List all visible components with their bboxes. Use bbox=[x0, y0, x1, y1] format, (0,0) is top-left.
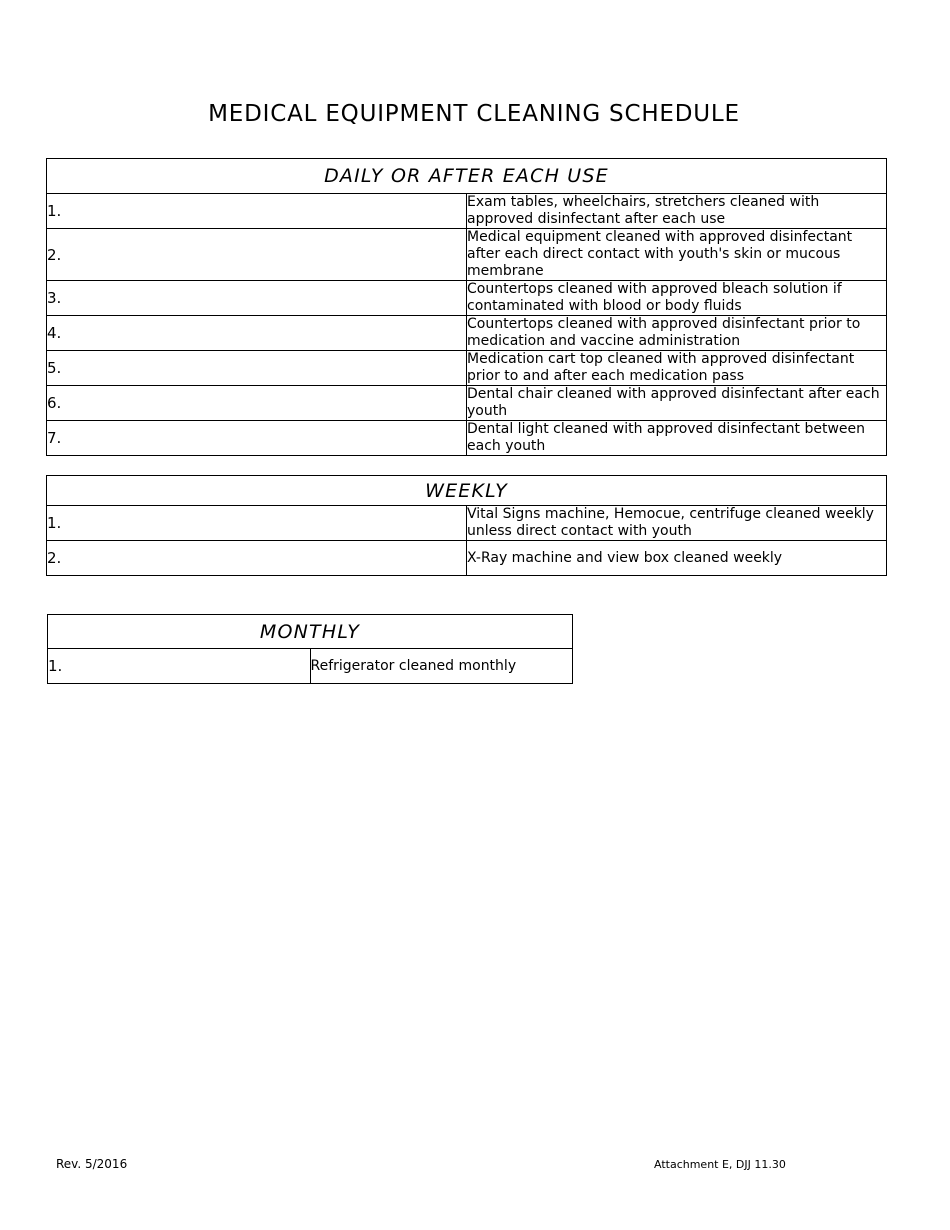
item-number: 7. bbox=[47, 421, 467, 456]
attachment-label: Attachment E, DJJ 11.30 bbox=[654, 1158, 786, 1171]
item-text: Dental chair cleaned with approved disinfectant after each youth bbox=[467, 386, 887, 421]
page-title: MEDICAL EQUIPMENT CLEANING SCHEDULE bbox=[208, 101, 740, 127]
item-text: Medication cart top cleaned with approved disinfectant prior to and after each medication pass bbox=[467, 351, 887, 386]
weekly-section-heading: WEEKLY bbox=[47, 476, 887, 506]
item-number: 6. bbox=[47, 386, 467, 421]
item-number: 1. bbox=[47, 506, 467, 541]
monthly-schedule-table bbox=[47, 614, 573, 684]
item-text: Medical equipment cleaned with approved disinfectant after each direct contact with youth's skin or mucous membrane bbox=[467, 229, 887, 281]
item-number: 2. bbox=[47, 229, 467, 281]
table-row bbox=[47, 421, 887, 456]
table-row bbox=[47, 316, 887, 351]
table-row bbox=[47, 229, 887, 281]
item-text: Countertops cleaned with approved disinfectant prior to medication and vaccine administration bbox=[467, 316, 887, 351]
item-number: 5. bbox=[47, 351, 467, 386]
table-row bbox=[47, 541, 887, 576]
table-row bbox=[48, 649, 573, 684]
item-text: X-Ray machine and view box cleaned weekly bbox=[467, 541, 887, 576]
item-number: 3. bbox=[47, 281, 467, 316]
daily-section-heading: DAILY OR AFTER EACH USE bbox=[47, 159, 887, 194]
item-number: 4. bbox=[47, 316, 467, 351]
revision-label: Rev. 5/2016 bbox=[56, 1157, 128, 1171]
item-text: Countertops cleaned with approved bleach solution if contaminated with blood or body fluids bbox=[467, 281, 887, 316]
table-row bbox=[47, 194, 887, 229]
item-number: 2. bbox=[47, 541, 467, 576]
item-text: Dental light cleaned with approved disinfectant between each youth bbox=[467, 421, 887, 456]
table-row bbox=[47, 281, 887, 316]
table-row bbox=[47, 351, 887, 386]
table-row bbox=[47, 506, 887, 541]
daily-schedule-table bbox=[46, 158, 887, 456]
item-number: 1. bbox=[48, 649, 311, 684]
item-text: Refrigerator cleaned monthly bbox=[310, 649, 573, 684]
table-row bbox=[47, 386, 887, 421]
item-text: Vital Signs machine, Hemocue, centrifuge cleaned weekly unless direct contact with youth bbox=[467, 506, 887, 541]
weekly-schedule-table bbox=[46, 475, 887, 576]
item-text: Exam tables, wheelchairs, stretchers cleaned with approved disinfectant after each use bbox=[467, 194, 887, 229]
monthly-section-heading: MONTHLY bbox=[48, 615, 573, 649]
item-number: 1. bbox=[47, 194, 467, 229]
